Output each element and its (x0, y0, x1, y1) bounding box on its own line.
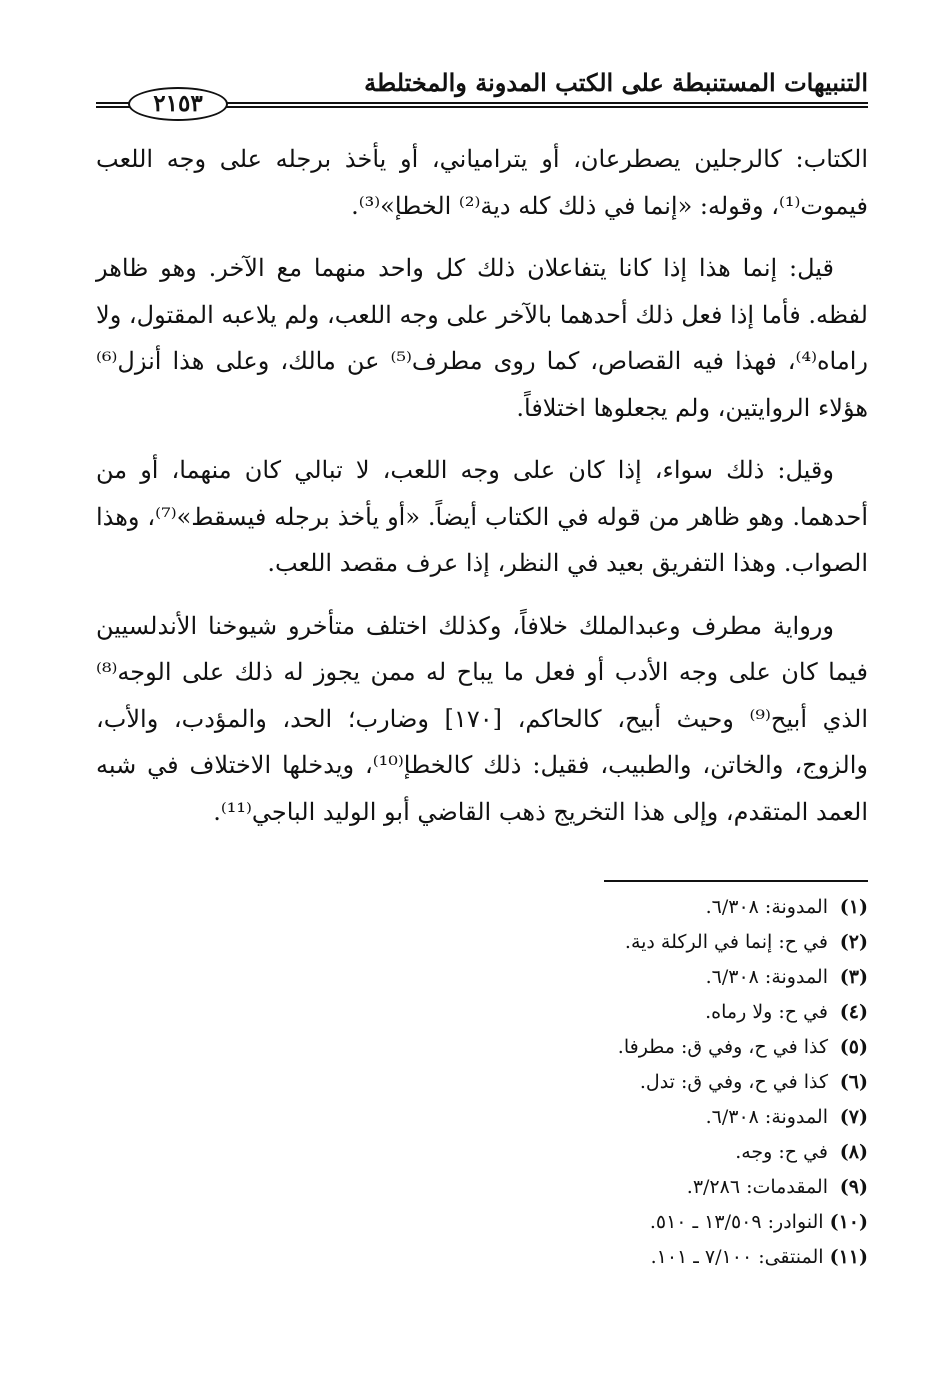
footnote-text: في ح: وجه. (735, 1141, 828, 1163)
footnote (108, 1170, 868, 1205)
footnote (108, 890, 868, 925)
page-header (96, 58, 868, 118)
footnote-text: في ح: إنما في الركلة دية. (624, 931, 828, 953)
footnote-number: (٧) (839, 1106, 868, 1128)
footnote-number: (٨) (839, 1141, 868, 1163)
footnote-number: (٣) (839, 966, 868, 988)
footnote (108, 995, 868, 1030)
footnote-text: النوادر: ١٣/٥٠٩ ـ ٥١٠. (649, 1211, 824, 1233)
main-text (96, 136, 868, 851)
footnote-text: كذا في ح، وفي ق: مطرفا. (617, 1036, 828, 1058)
footnote-number: (٢) (839, 931, 868, 953)
footnote (108, 925, 868, 960)
footnote-number: (٤) (839, 1001, 868, 1023)
footnote-text: المقدمات: ٣/٢٨٦. (686, 1176, 828, 1198)
footnote-text: المدونة: ٦/٣٠٨. (705, 1106, 828, 1128)
page-number: ٢١٥٣ (128, 87, 228, 121)
footnotes-list (108, 890, 868, 1275)
footnote-number: (٥) (839, 1036, 868, 1058)
footnote-number: (١١) (829, 1246, 868, 1268)
footnote-text: المدونة: ٦/٣٠٨. (705, 896, 828, 918)
footnote-separator (604, 880, 868, 882)
footnote-number: (١) (839, 896, 868, 918)
footnote-text: كذا في ح، وفي ق: تدل. (639, 1071, 828, 1093)
paragraph: وقيل: ذلك سواء، إذا كان على وجه اللعب، لا تبالي كان منهما، أو من أحدهما. وهو ظاهر من قوله في الكتاب أيضاً. «أو يأخذ برجله فيسقط»⁽⁷⁾، وهذا الصواب. وهذا التفريق بعيد في النظر، إذا عرف مقصد اللعب. (96, 456, 869, 577)
footnote (108, 1135, 868, 1170)
paragraph: الكتاب: كالرجلين يصطرعان، أو يترامياني، أو يأخذ برجله على وجه اللعب فيموت⁽¹⁾، وقوله: «إنما في ذلك كله دية⁽²⁾ الخطإ»⁽³⁾. (96, 145, 868, 220)
footnote-text: المدونة: ٦/٣٠٨. (705, 966, 828, 988)
footnote-number: (٩) (839, 1176, 868, 1198)
footnote-number: (١٠) (829, 1211, 868, 1233)
footnote (108, 1030, 868, 1065)
paragraph: ورواية مطرف وعبدالملك خلافاً، وكذلك اختلف متأخرو شيوخنا الأندلسيين فيما كان على وجه الأدب أو فعل ما يباح له ممن يجوز له ذلك على الوجه⁽⁸⁾ الذي أبيح⁽⁹⁾ وحيث أبيح، كالحاكم، [١٧٠] وضارب؛ الحد، والمؤدب، والأب، والزوج، والخاتن، والطبيب، فقيل: ذلك كالخطإ⁽¹⁰⁾، ويدخلها الاختلاف في شبه العمد المتقدم، وإلى هذا التخريج ذهب القاضي أبو الوليد الباجي⁽¹¹⁾. (96, 611, 868, 826)
running-title: التنبيهات المستنبطة على الكتب المدونة والمختلطة (364, 68, 868, 97)
footnote (108, 1065, 868, 1100)
footnote (108, 1205, 868, 1240)
footnote (108, 960, 868, 995)
footnote-number: (٦) (839, 1071, 868, 1093)
footnote-text: في ح: ولا رماه. (705, 1001, 828, 1023)
paragraph: قيل: إنما هذا إذا كانا يتفاعلان ذلك كل واحد منهما مع الآخر. وهو ظاهر لفظه. فأما إذا فعل ذلك أحدهما بالآخر على وجه اللعب، ولم يلاعبه المقتول، ولا راماه⁽⁴⁾، فهذا فيه القصاص، كما روى مطرف⁽⁵⁾ عن مالك، وعلى هذا أنزل⁽⁶⁾ هؤلاء الروايتين، ولم يجعلوها اختلافاً. (96, 254, 868, 422)
footnote (108, 1100, 868, 1135)
footnote-text: المنتقى: ٧/١٠٠ ـ ١٠١. (650, 1246, 824, 1268)
footnote (108, 1240, 868, 1275)
